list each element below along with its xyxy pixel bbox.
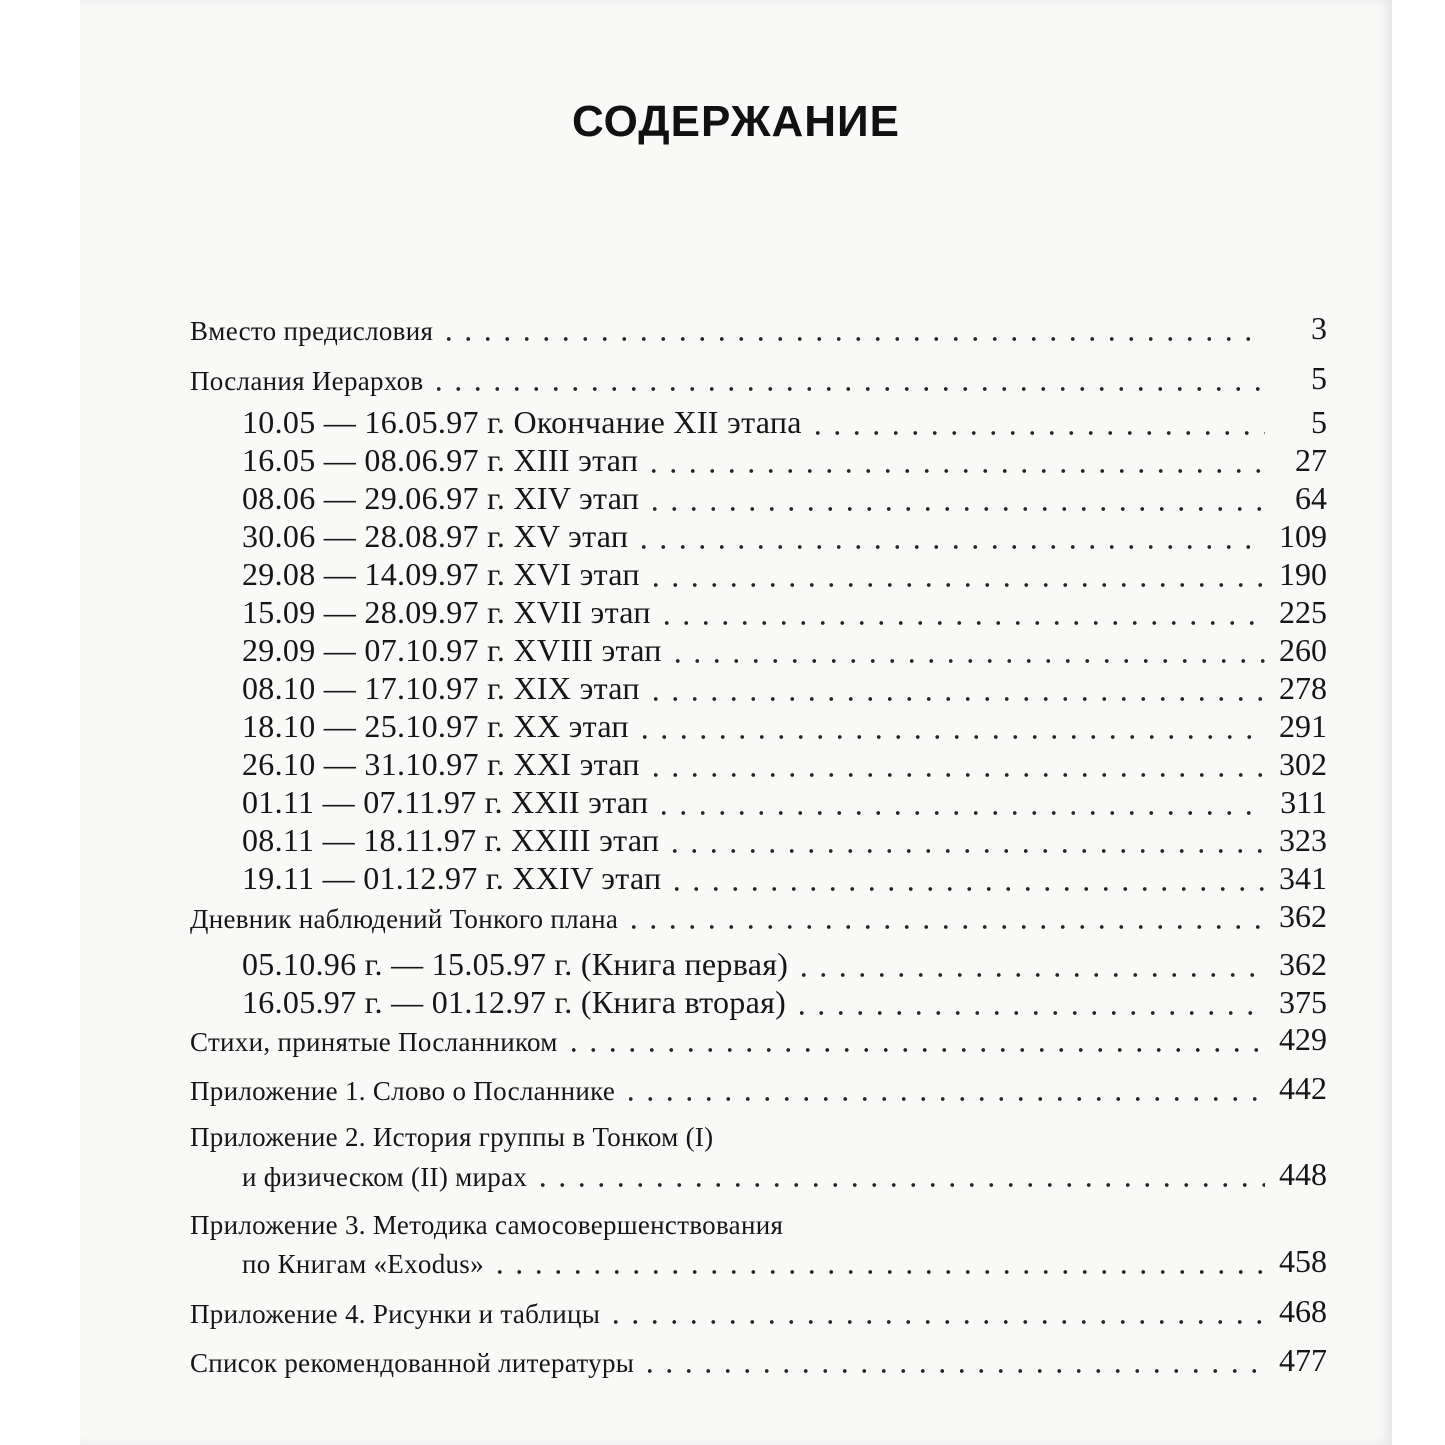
toc-page-number: 341 [1279, 860, 1327, 896]
dot-leader [644, 451, 1265, 475]
toc-entry-messages [190, 353, 1327, 397]
toc-page-number: 477 [1279, 1342, 1327, 1378]
toc-entry-appendix-2 [242, 1149, 1327, 1193]
toc-page-number: 225 [1279, 594, 1327, 630]
toc-entry-appendix-1 [190, 1063, 1327, 1107]
toc-entry-title: Список рекомендованной литературы [190, 1348, 635, 1378]
toc-page-number: 5 [1311, 404, 1327, 440]
toc-page-number: 362 [1279, 946, 1327, 982]
toc-entry-title: 30.06 — 28.08.97 г. XV этап [242, 518, 629, 554]
toc-page-number: 190 [1279, 556, 1327, 592]
dot-leader [429, 369, 1265, 393]
dot-leader [634, 527, 1265, 551]
dot-leader [667, 869, 1265, 893]
toc-page-number: 27 [1295, 442, 1327, 478]
toc-entry-appendix-3 [242, 1236, 1327, 1280]
toc-page-number: 3 [1311, 310, 1327, 346]
toc-entry-title-continued: и физическом (II) мирах [242, 1162, 528, 1192]
dot-leader [624, 907, 1265, 931]
dot-leader [665, 831, 1265, 855]
toc-page-number: 458 [1279, 1243, 1327, 1279]
toc-entry-diary [190, 891, 1327, 935]
toc-page-number: 260 [1279, 632, 1327, 668]
toc-entry-title: 26.10 — 31.10.97 г. XXI этап [242, 746, 640, 782]
toc-entry-title: 16.05 — 08.06.97 г. XIII этап [242, 442, 639, 478]
toc-entry-title: 18.10 — 25.10.97 г. XX этап [242, 708, 629, 744]
dot-leader [635, 717, 1265, 741]
toc-entry-appendix-4 [190, 1286, 1327, 1330]
toc-entry-title: Вместо предисловия [190, 316, 434, 346]
dot-leader [621, 1079, 1265, 1103]
toc-page-number: 278 [1279, 670, 1327, 706]
toc-entry-title: 08.10 — 17.10.97 г. XIX этап [242, 670, 640, 706]
toc-entry-title: Дневник наблюдений Тонкого плана [190, 904, 619, 934]
toc-page-number: 5 [1311, 360, 1327, 396]
toc-entry-title: Послания Иерархов [190, 366, 424, 396]
toc-entry-title: 10.05 — 16.05.97 г. Окончание XII этапа [242, 404, 802, 440]
toc-page-number: 64 [1295, 480, 1327, 516]
dot-leader [439, 319, 1265, 343]
toc-entry-poems [190, 1014, 1327, 1058]
toc-page-number: 429 [1279, 1021, 1327, 1057]
dot-leader [645, 489, 1265, 513]
toc-entry-title: 15.09 — 28.09.97 г. XVII этап [242, 594, 651, 630]
toc-entry-title: 01.11 — 07.11.97 г. XXII этап [242, 784, 649, 820]
dot-leader [794, 955, 1265, 979]
toc-page-number: 448 [1279, 1156, 1327, 1192]
dot-leader [654, 793, 1265, 817]
toc-page-number: 375 [1279, 984, 1327, 1020]
dot-leader [533, 1165, 1265, 1189]
toc-entry-title: 08.11 — 18.11.97 г. XXIII этап [242, 822, 660, 858]
toc-entry-title: 19.11 — 01.12.97 г. XXIV этап [242, 860, 662, 896]
toc-entry-title: 16.05.97 г. — 01.12.97 г. (Книга вторая) [242, 984, 787, 1020]
toc-entry-title: Приложение 1. Слово о Посланнике [190, 1076, 616, 1106]
toc-page-number: 442 [1279, 1070, 1327, 1106]
toc-page-number: 362 [1279, 898, 1327, 934]
toc-entry-foreword [190, 303, 1327, 347]
dot-leader [668, 641, 1265, 665]
toc-entry-title: 05.10.96 г. — 15.05.97 г. (Книга первая) [242, 946, 789, 982]
toc-page-number: 323 [1279, 822, 1327, 858]
dot-leader [606, 1302, 1265, 1326]
toc-entry-title: Приложение 2. История группы в Тонком (I) [190, 1122, 714, 1152]
toc-entry-title: Стихи, принятые Посланником [190, 1027, 558, 1057]
toc-entry-title: Приложение 4. Рисунки и таблицы [190, 1299, 601, 1329]
page-margin [1392, 0, 1445, 1445]
dot-leader [640, 1351, 1265, 1375]
toc-entry-appendix-2-line-1 [190, 1109, 1327, 1153]
toc-page-number: 468 [1279, 1293, 1327, 1329]
page-title: СОДЕРЖАНИЕ [571, 97, 901, 146]
toc-entry-title: 29.09 — 07.10.97 г. XVIII этап [242, 632, 662, 668]
toc-entry-title: Приложение 3. Методика самосовершенствования [190, 1210, 784, 1240]
toc-page-number: 311 [1280, 784, 1327, 820]
book-page [80, 0, 1392, 1445]
dot-leader [657, 603, 1265, 627]
dot-leader [808, 413, 1265, 437]
dot-leader [490, 1252, 1265, 1276]
toc-entry-literature [190, 1335, 1327, 1379]
toc-page-number: 109 [1279, 518, 1327, 554]
toc-page-number: 291 [1279, 708, 1327, 744]
toc-entry-appendix-3-line-1 [190, 1197, 1327, 1241]
dot-leader [564, 1030, 1265, 1054]
toc-entry-title: 29.08 — 14.09.97 г. XVI этап [242, 556, 640, 592]
dot-leader [646, 755, 1265, 779]
toc-entry-title-continued: по Книгам «Exodus» [242, 1249, 484, 1279]
dot-leader [646, 565, 1265, 589]
dot-leader [646, 679, 1265, 703]
toc-entry-title: 08.06 — 29.06.97 г. XIV этап [242, 480, 640, 516]
toc-page-number: 302 [1279, 746, 1327, 782]
